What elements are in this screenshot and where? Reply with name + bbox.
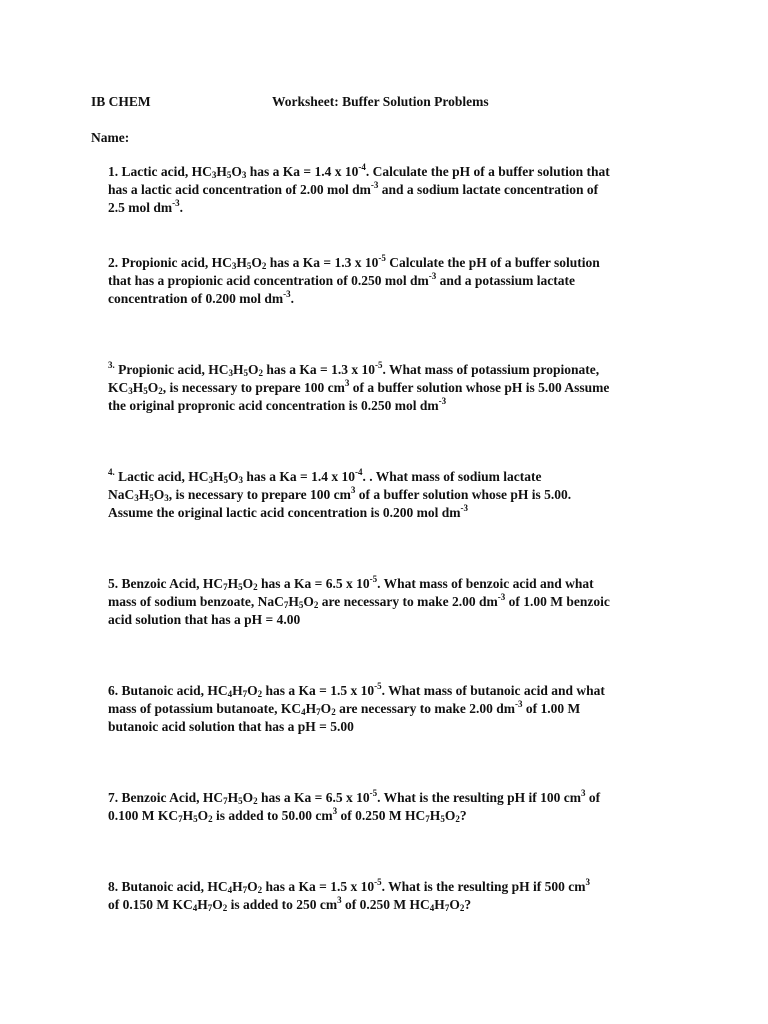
- text-run: O: [247, 683, 258, 698]
- problem-3-line-2: [108, 379, 609, 397]
- subscript: 5: [223, 475, 229, 485]
- subscript: 2: [253, 796, 258, 806]
- subscript: 3: [228, 368, 234, 378]
- text-run: has a Ka = 1.5 x 10: [262, 683, 375, 698]
- subscript: 2: [455, 814, 460, 824]
- problem-4-line-1: [108, 468, 542, 486]
- superscript: -3: [438, 396, 447, 406]
- problem-6-line-2: [108, 700, 580, 718]
- text-run: 7. Benzoic Acid, HC: [108, 790, 224, 805]
- text-run: H: [232, 683, 243, 698]
- subscript: 5: [298, 600, 304, 610]
- text-run: H: [305, 701, 317, 716]
- text-run: H: [216, 164, 227, 179]
- subscript: 2: [257, 885, 263, 895]
- text-run: ?: [464, 897, 472, 912]
- superscript: 3: [344, 378, 350, 388]
- text-run: of 0.150 M KC: [108, 897, 193, 912]
- superscript: -4: [358, 162, 366, 172]
- subscript: 2: [258, 368, 264, 378]
- text-run: acid solution that has a pH = 4.00: [108, 612, 301, 627]
- superscript: -3: [428, 271, 437, 281]
- subscript: 7: [283, 600, 289, 610]
- problem-8-line-1: [108, 878, 590, 896]
- subscript: 3: [241, 170, 247, 180]
- subscript: 5: [246, 261, 252, 271]
- text-run: H: [429, 808, 441, 823]
- text-run: H: [138, 487, 150, 502]
- problem-6-line-3: [108, 718, 354, 736]
- text-run: O: [251, 255, 262, 270]
- text-run: mass of sodium benzoate, NaC: [108, 594, 284, 609]
- text-run: O: [228, 469, 239, 484]
- text-run: of 1.00 M benzoic: [505, 594, 610, 609]
- text-run: 1. Lactic acid, HC: [108, 164, 212, 179]
- superscript: 3.: [108, 360, 115, 370]
- text-run: H: [182, 808, 194, 823]
- text-run: . What is the resulting pH if 100 cm: [377, 790, 582, 805]
- problem-2-line-1: [108, 254, 600, 272]
- superscript: -3: [460, 503, 468, 513]
- subscript: 5: [238, 582, 243, 592]
- text-run: 2.5 mol dm: [108, 200, 173, 215]
- subscript: 4: [227, 689, 233, 699]
- subscript: 3: [211, 170, 217, 180]
- subscript: 2: [253, 582, 258, 592]
- superscript: -5: [369, 788, 378, 798]
- problem-1-line-1: [108, 163, 610, 181]
- problem-5-line-1: [108, 575, 594, 593]
- text-run: has a Ka = 1.3 x 10: [263, 362, 376, 377]
- text-run: Assume the original lactic acid concentration is 0.200 mol dm: [108, 505, 461, 520]
- text-run: O: [147, 380, 159, 395]
- text-run: of: [585, 790, 601, 805]
- text-run: O: [449, 897, 460, 912]
- text-run: of 0.250 M HC: [337, 808, 426, 823]
- text-run: H: [197, 897, 208, 912]
- text-run: H: [227, 576, 239, 591]
- text-run: H: [236, 255, 247, 270]
- text-run: 2. Propionic acid, HC: [108, 255, 232, 270]
- subscript: 2: [331, 707, 336, 717]
- text-run: butanoic acid solution that has a pH = 5.00: [108, 719, 354, 734]
- problem-1-line-2: [108, 181, 598, 199]
- text-run: , is necessary to prepare 100 cm: [162, 380, 345, 395]
- problem-5-line-2: [108, 593, 610, 611]
- text-run: H: [434, 897, 445, 912]
- subscript: 3: [164, 493, 169, 503]
- text-run: that has a propionic acid concentration of 0.250 mol dm: [108, 273, 429, 288]
- text-run: is added to 50.00 cm: [212, 808, 333, 823]
- subscript: 2: [459, 903, 465, 913]
- text-run: are necessary to make 2.00 dm: [335, 701, 516, 716]
- superscript: 4.: [108, 467, 115, 477]
- text-run: has a Ka = 6.5 x 10: [257, 790, 370, 805]
- text-run: H: [233, 362, 244, 377]
- text-run: H: [227, 790, 239, 805]
- superscript: -5: [369, 574, 378, 584]
- superscript: -5: [378, 253, 386, 263]
- text-run: .: [179, 200, 183, 215]
- text-run: has a Ka = 6.5 x 10: [257, 576, 370, 591]
- problem-1-line-3: [108, 199, 183, 217]
- text-run: the original propronic acid concentration is 0.250 mol dm: [108, 398, 439, 413]
- text-run: , is necessary to prepare 100 cm: [168, 487, 351, 502]
- text-run: Lactic acid, HC: [114, 469, 209, 484]
- problem-8-line-2: [108, 896, 471, 914]
- text-run: of a buffer solution whose pH is 5.00.: [355, 487, 572, 502]
- subscript: 7: [207, 903, 213, 913]
- text-run: has a Ka = 1.4 x 10: [243, 469, 355, 484]
- text-run: . What is the resulting pH if 500 cm: [381, 879, 586, 894]
- text-run: has a Ka = 1.3 x 10: [266, 255, 379, 270]
- worksheet-title: Worksheet: Buffer Solution Problems: [272, 94, 489, 109]
- text-run: O: [247, 879, 258, 894]
- text-run: . What mass of butanoic acid and what: [381, 683, 605, 698]
- course-label: IB CHEM: [91, 94, 151, 109]
- subscript: 7: [223, 582, 228, 592]
- superscript: 3: [350, 485, 356, 495]
- problem-3-line-1: [108, 361, 599, 379]
- subscript: 2: [158, 386, 163, 396]
- text-run: are necessary to make 2.00 dm: [318, 594, 498, 609]
- problem-3-line-3: [108, 397, 446, 415]
- subscript: 5: [143, 386, 148, 396]
- superscript: 3: [337, 895, 342, 905]
- text-run: H: [232, 879, 243, 894]
- subscript: 3: [208, 475, 213, 485]
- subscript: 4: [192, 903, 198, 913]
- text-run: has a Ka = 1.4 x 10: [246, 164, 359, 179]
- text-run: H: [132, 380, 144, 395]
- subscript: 7: [425, 814, 430, 824]
- subscript: 5: [238, 796, 243, 806]
- superscript: -5: [374, 681, 382, 691]
- name-label: Name:: [91, 130, 130, 145]
- text-run: Calculate the pH of a buffer solution: [385, 255, 600, 270]
- text-run: O: [303, 594, 314, 609]
- text-run: KC: [108, 380, 129, 395]
- subscript: 2: [208, 814, 213, 824]
- text-run: O: [231, 164, 242, 179]
- subscript: 7: [444, 903, 450, 913]
- text-run: and a potassium lactate: [436, 273, 576, 288]
- text-run: O: [212, 897, 223, 912]
- text-run: of 1.00 M: [522, 701, 581, 716]
- text-run: O: [248, 362, 259, 377]
- text-run: O: [242, 790, 254, 805]
- text-run: Propionic acid, HC: [114, 362, 229, 377]
- superscript: -4: [355, 467, 363, 477]
- text-run: .: [290, 291, 294, 306]
- subscript: 3: [231, 261, 237, 271]
- superscript: -3: [497, 592, 506, 602]
- subscript: 5: [440, 814, 445, 824]
- text-run: O: [320, 701, 332, 716]
- subscript: 7: [242, 689, 248, 699]
- subscript: 7: [178, 814, 183, 824]
- problem-7-line-2: [108, 807, 467, 825]
- subscript: 7: [223, 796, 228, 806]
- subscript: 4: [429, 903, 435, 913]
- text-run: has a lactic acid concentration of 2.00 mol dm: [108, 182, 371, 197]
- subscript: 2: [261, 261, 267, 271]
- superscript: 3: [581, 788, 586, 798]
- subscript: 7: [316, 707, 321, 717]
- subscript: 4: [227, 885, 233, 895]
- text-run: 0.100 M KC: [108, 808, 179, 823]
- text-run: 5. Benzoic Acid, HC: [108, 576, 224, 591]
- text-run: has a Ka = 1.5 x 10: [262, 879, 375, 894]
- subscript: 3: [238, 475, 244, 485]
- superscript: -5: [375, 360, 383, 370]
- text-run: 8. Butanoic acid, HC: [108, 879, 228, 894]
- subscript: 4: [301, 707, 306, 717]
- text-run: NaC: [108, 487, 135, 502]
- superscript: -3: [172, 198, 180, 208]
- text-run: . What mass of potassium propionate,: [382, 362, 600, 377]
- subscript: 5: [149, 493, 154, 503]
- superscript: 3: [585, 877, 591, 887]
- subscript: 5: [193, 814, 198, 824]
- text-run: of a buffer solution whose pH is 5.00 Assume: [349, 380, 610, 395]
- superscript: 3: [332, 806, 338, 816]
- text-run: H: [213, 469, 224, 484]
- problem-7-line-1: [108, 789, 600, 807]
- subscript: 3: [134, 493, 139, 503]
- problem-4-line-2: [108, 486, 571, 504]
- text-run: is added to 250 cm: [227, 897, 338, 912]
- problem-2-line-2: [108, 272, 575, 290]
- text-run: O: [153, 487, 165, 502]
- superscript: -5: [374, 877, 382, 887]
- text-run: ?: [459, 808, 467, 823]
- text-run: 6. Butanoic acid, HC: [108, 683, 228, 698]
- subscript: 2: [257, 689, 263, 699]
- text-run: O: [197, 808, 209, 823]
- text-run: O: [444, 808, 456, 823]
- problem-6-line-1: [108, 682, 605, 700]
- subscript: 2: [313, 600, 319, 610]
- subscript: 2: [222, 903, 228, 913]
- text-run: concentration of 0.200 mol dm: [108, 291, 284, 306]
- superscript: -3: [370, 180, 379, 190]
- text-run: . Calculate the pH of a buffer solution that: [365, 164, 610, 179]
- superscript: -3: [283, 289, 291, 299]
- subscript: 5: [243, 368, 249, 378]
- text-run: O: [242, 576, 254, 591]
- text-run: . . What mass of sodium lactate: [362, 469, 542, 484]
- problem-2-line-3: [108, 290, 294, 308]
- text-run: of 0.250 M HC: [341, 897, 430, 912]
- superscript: -3: [515, 699, 523, 709]
- problem-5-line-3: [108, 611, 300, 629]
- text-run: H: [288, 594, 299, 609]
- subscript: 7: [242, 885, 248, 895]
- problem-4-line-3: [108, 504, 468, 522]
- text-run: mass of potassium butanoate, KC: [108, 701, 302, 716]
- subscript: 3: [128, 386, 133, 396]
- text-run: . What mass of benzoic acid and what: [377, 576, 594, 591]
- subscript: 5: [226, 170, 232, 180]
- text-run: and a sodium lactate concentration of: [378, 182, 599, 197]
